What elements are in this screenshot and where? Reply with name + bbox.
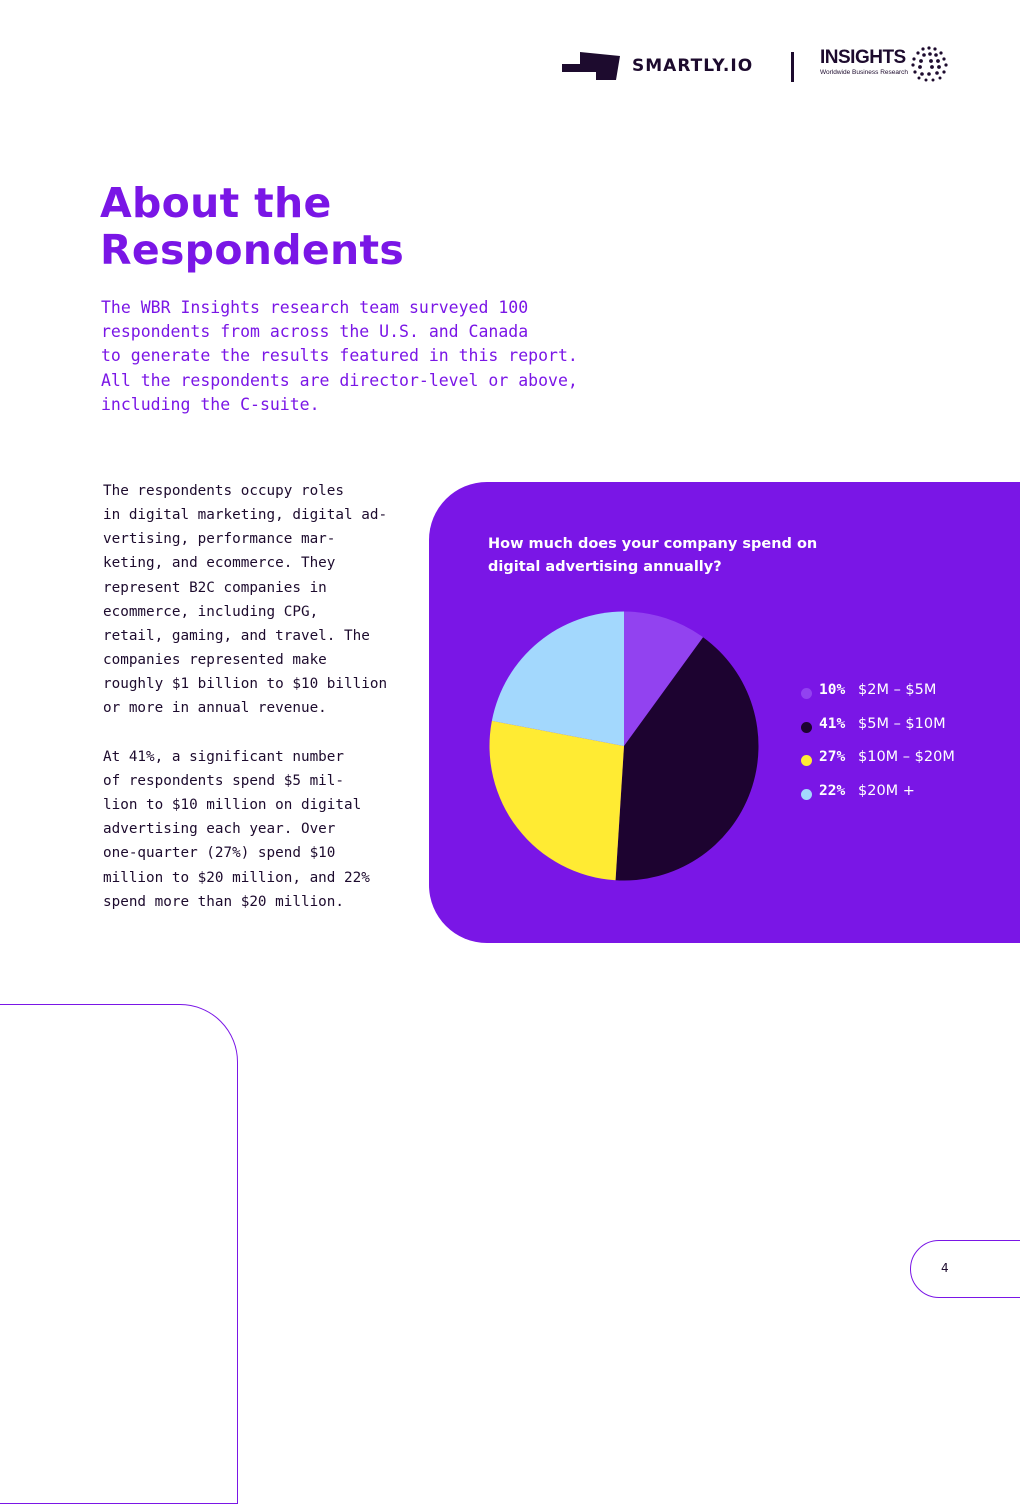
body-paragraph-2: At 41%, a significant number of respondents spend $5 mil- lion to $10 million on digital advertising each year. Over one-quarter (27%) spend $10 million to $20 million, and 22% spend more than $20 million. [103, 748, 370, 910]
globe-icon [908, 44, 950, 84]
legend-label: $5M – $10M [858, 715, 946, 732]
legend-label: $10M – $20M [858, 749, 955, 765]
legend-label: $2M – $5M [858, 682, 937, 698]
legend-percent: 27% [819, 749, 846, 765]
pie-chart [488, 610, 760, 882]
intro-paragraph: The WBR Insights research team surveyed 100 respondents from across the U.S. and Canada to generate the results featured in this report. All the respondents are director-level or above, including the C-suite. [101, 298, 578, 414]
chart-title: How much does your company spend on digital advertising annually? [488, 536, 818, 575]
page-number: 4 [941, 1261, 949, 1275]
chart-panel [429, 482, 1020, 943]
smartly-logo-icon [562, 50, 622, 82]
legend-percent: 41% [819, 715, 846, 732]
page-title-line1: About the [100, 179, 332, 227]
partner-logo [820, 48, 908, 77]
legend-swatch [801, 755, 812, 766]
header [562, 44, 962, 88]
logo-divider [791, 52, 794, 82]
page-title-line2: Respondents [100, 226, 405, 274]
page-number-tab [910, 1240, 1020, 1298]
legend-percent: 22% [819, 782, 846, 799]
pie-slice-3 [489, 721, 624, 880]
partner-tagline: Worldwide Business Research [820, 69, 909, 76]
page-title [100, 180, 700, 274]
legend-percent: 10% [819, 682, 846, 698]
body-paragraph-1: The respondents occupy roles in digital marketing, digital ad- vertising, performance mar- keting, and ecommerce. They represent B2C companies in ecommerce, including CPG, retail, gaming, and travel. The companies represented make roughly $1 billion to $10 billion or more in annual revenue. [103, 483, 388, 717]
legend-label: $20M + [858, 782, 915, 799]
brand-name: SMARTLY.IO [632, 56, 754, 76]
partner-name: INSIGHTS [820, 47, 906, 68]
decorative-outline [0, 1004, 238, 1504]
legend-swatch [801, 789, 812, 800]
legend-swatch [801, 722, 812, 733]
body-text [103, 479, 403, 914]
legend-swatch [801, 688, 812, 699]
